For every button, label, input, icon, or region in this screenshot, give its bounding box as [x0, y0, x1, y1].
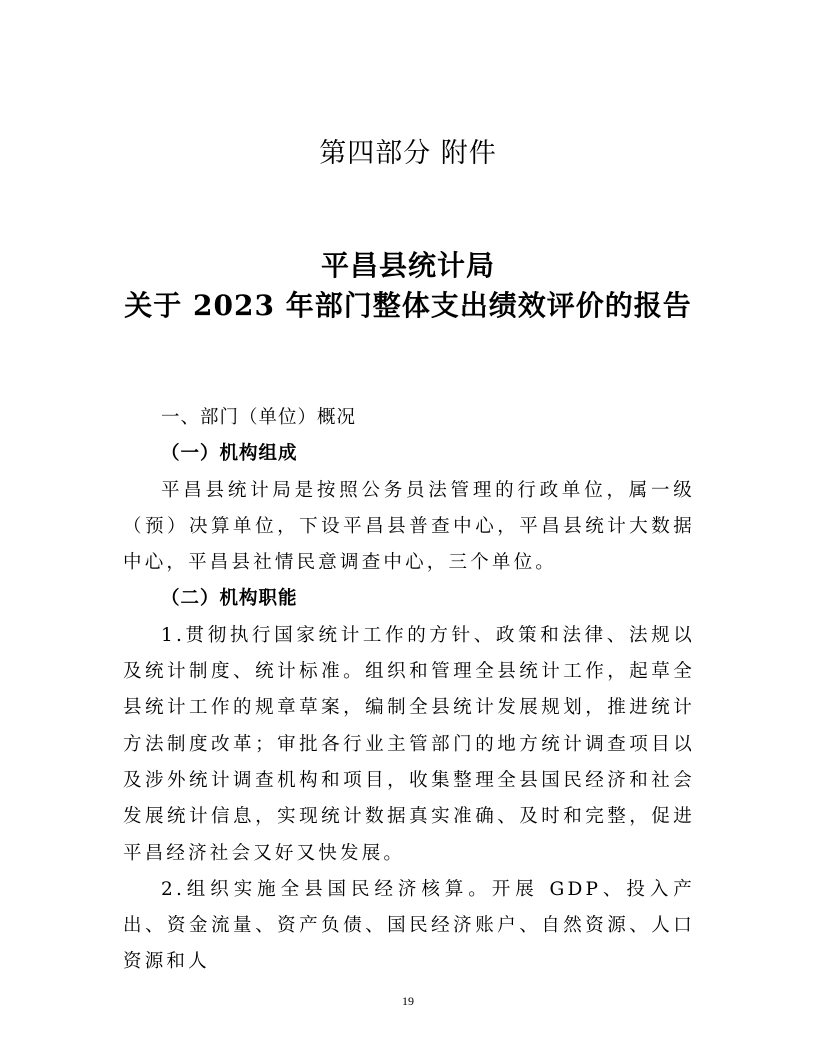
report-title-line-2: 关于 2023 年部门整体支出绩效评价的报告: [124, 289, 692, 322]
page-heading: 第四部分 附件: [319, 138, 497, 169]
sub-heading-organization: （一）机构组成: [161, 443, 298, 465]
report-body: [123, 400, 695, 981]
report-title: [0, 246, 816, 326]
sub-heading-functions: （二）机构职能: [161, 588, 298, 610]
paragraph-duty-1: 1.贯彻执行国家统计工作的方针、政策和法律、法规以及统计制度、统计标准。组织和管理全县统计工作，起草全县统计工作的规章草案，编制全县统计发展规划，推进统计方法制度改革；审批各行业主管部门的地方统计调查项目以及涉外统计调查机构和项目，收集整理全县国民经济和社会发展统计信息，实现统计数据真实准确、及时和完整，促进平昌经济社会又好又快发展。: [123, 624, 695, 864]
paragraph-duty-2: 2.组织实施全县国民经济核算。开展 GDP、投入产出、资金流量、资产负债、国民经济账户、自然资源、人口资源和人: [123, 878, 695, 973]
section-heading-overview: 一、部门（单位）概况: [161, 407, 357, 428]
paragraph-organization: 平昌县统计局是按照公务员法管理的行政单位，属一级（预）决算单位，下设平昌县普查中心，平昌县统计大数据中心，平昌县社情民意调查中心，三个单位。: [123, 479, 695, 574]
page-number: 19: [402, 994, 414, 1008]
report-title-line-1: 平昌县统计局: [320, 249, 495, 282]
